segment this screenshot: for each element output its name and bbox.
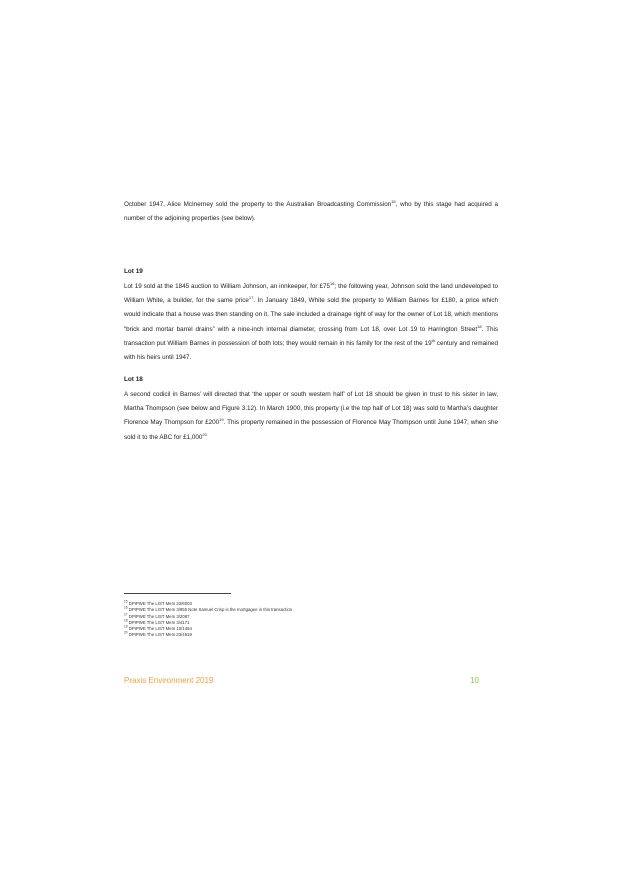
footnote-number: 16 [124,605,128,610]
lot19-paragraph [124,280,498,365]
footnote-number: 17 [124,612,128,617]
lot19-text-1: Lot 19 sold at the 1845 auction to William Johnson, an innkeeper, for £75 [124,283,330,290]
footnote-text: DPIPWE The LIST Mem 23/4519 [127,632,192,638]
footnote-ref[interactable]: 19 [219,417,224,423]
footnote-text: DPIPWE The LIST Mem 3/2087 [127,613,190,619]
footnote-number: 19 [124,624,128,629]
footnote-ref[interactable]: 20 [202,431,207,437]
footnote-ref[interactable]: 18 [477,323,482,329]
lot19-heading: Lot 19 [124,268,143,275]
ordinal-suffix: th [431,337,435,343]
footnote-number: 20 [124,631,128,636]
page-number: 10 [470,676,479,685]
footnote-ref[interactable]: 15 [391,198,396,204]
intro-text-a: October 1947, Alice McInerney sold the property to the Australian Broadcasting Commission [124,201,392,208]
footnote-text: DPIPWE The LIST Mem 3/4171 [127,619,190,625]
footnote-text: DPIPWE The LIST Mem 3/955 Note Samuel Crisp is the mortgagee in this transaction [127,607,293,613]
lot19-text-2: ; the following year, Johnson sold the land undeveloped to William White, a builder, for the same price [124,283,498,305]
intro-paragraph [124,198,498,226]
footnote [124,632,292,638]
lot18-text-1: A second codicil in Barnes’ will directed that ‘the upper or south western half’ of Lot 18 should be given in trust to his sister in law, Martha Thompson (see below and Figure 3.12). In March 1900, this property (i.e the top half of Lot 18) was sold to Martha’s daughter Florence May Thompson for £200 [124,391,498,427]
lot19-text-5: century and remained with his heirs until 1947. [124,339,498,362]
lot18-heading: Lot 18 [124,376,143,383]
footnote-number: 15 [124,599,128,604]
lot19-text-3: . In January 1849, White sold the property to William Barnes for £180, a price which would indicate that a house was then standing on it. The sale included a drainage right of way for the owner of Lot 18, which mentions “brick and mortar barrel drains” with a nine-inch internal diameter, crossing from Lot 18, over Lot 19 to Harrington Street [124,297,498,333]
lot19-text-4: . This transaction put William Barnes in possession of both lots; they would remain in his family for the rest of the 19 [124,325,498,347]
footnote-ref[interactable]: 16 [330,280,335,286]
lot18-paragraph [124,388,498,445]
footnote-separator [124,593,231,594]
footnote-text: DPIPWE The LIST Mem 10/1454 [127,626,192,632]
footnote-number: 18 [124,618,128,623]
footnote-ref[interactable]: 17 [248,295,254,301]
intro-text-b: , who by this stage had acquired a number of the adjoining properties (see below). [124,201,498,223]
lot18-text-2: . This property remained in the possession of Florence May Thompson until June 1947, when she sold it to the ABC for £1,000 [124,419,498,441]
footnote-text: DPIPWE The LIST Mem 23/6003 [127,601,192,606]
footnotes [124,601,292,639]
footer-company: Praxis Environment 2019 [124,676,214,685]
